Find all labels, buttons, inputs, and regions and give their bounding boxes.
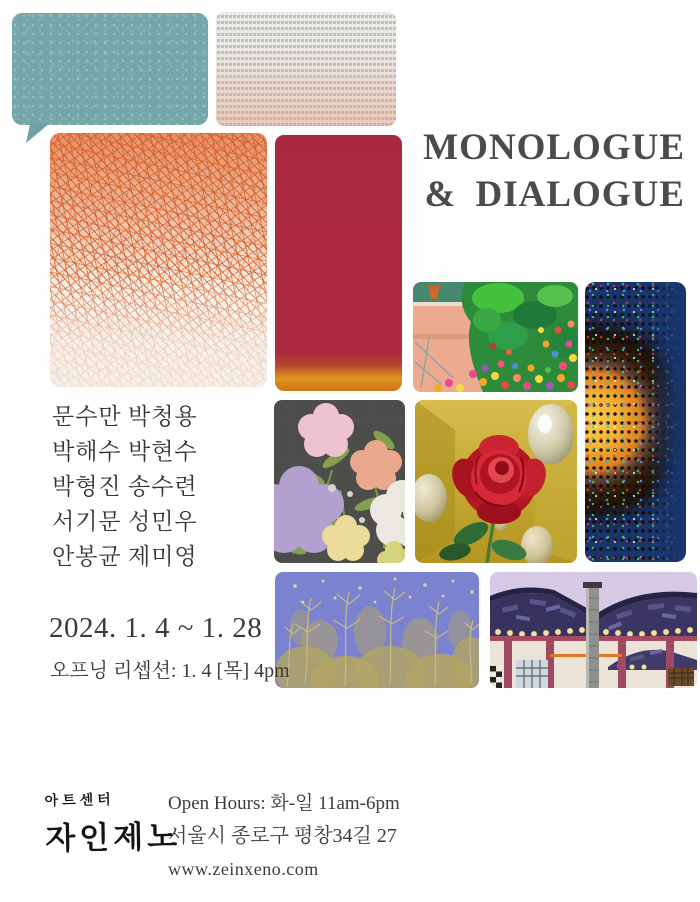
artist-row [52, 469, 198, 504]
artwork-hanok-roofs [490, 572, 697, 688]
speech-bubble-tail [26, 123, 50, 143]
artist-name: 송수련 [128, 474, 198, 499]
venue-website: www.zeinxeno.com [168, 859, 319, 879]
artwork-speech-bubble [12, 13, 208, 125]
artwork-glyph-grid [216, 12, 396, 126]
artist-name: 박청용 [128, 404, 198, 429]
artist-name: 박해수 [52, 439, 122, 464]
gallery-logo [44, 788, 181, 858]
venue-address: 서울시 종로구 평창34길 27 [168, 825, 397, 847]
artwork-flower-mosaic [274, 400, 405, 563]
gallery-logo-top: 아트센터 [44, 790, 115, 809]
artist-name: 문수만 [52, 404, 122, 429]
exhibition-title [395, 124, 685, 218]
venue-info [168, 788, 400, 886]
artist-name: 박현수 [128, 439, 198, 464]
artwork-orange-sphere [585, 282, 686, 562]
artist-name: 서기문 [52, 509, 122, 534]
artist-row [52, 504, 198, 539]
artist-name-list [52, 399, 198, 574]
title-line-2: & DIALOGUE [424, 174, 685, 215]
artist-row [52, 399, 198, 434]
gallery-logo-main: 자인제노 [44, 818, 182, 857]
artwork-crimson-field [275, 135, 402, 391]
artwork-red-rose [415, 400, 577, 563]
artist-name: 제미영 [128, 544, 198, 569]
opening-reception: 오프닝 리셉션: 1. 4 [목] 4pm [50, 660, 290, 682]
artist-row [52, 539, 198, 574]
artist-row [52, 434, 198, 469]
title-line-1: MONOLOGUE [423, 127, 685, 168]
artist-name: 안봉균 [52, 544, 122, 569]
artwork-golden-plants [275, 572, 479, 688]
artwork-orange-scratch [50, 133, 267, 387]
artwork-flower-wall [413, 282, 578, 392]
artist-name: 박형진 [52, 474, 122, 499]
open-hours: Open Hours: 화-일 11am-6pm [168, 793, 400, 814]
artist-name: 성민우 [128, 509, 198, 534]
exhibition-dates: 2024. 1. 4 ~ 1. 28 [49, 612, 263, 644]
